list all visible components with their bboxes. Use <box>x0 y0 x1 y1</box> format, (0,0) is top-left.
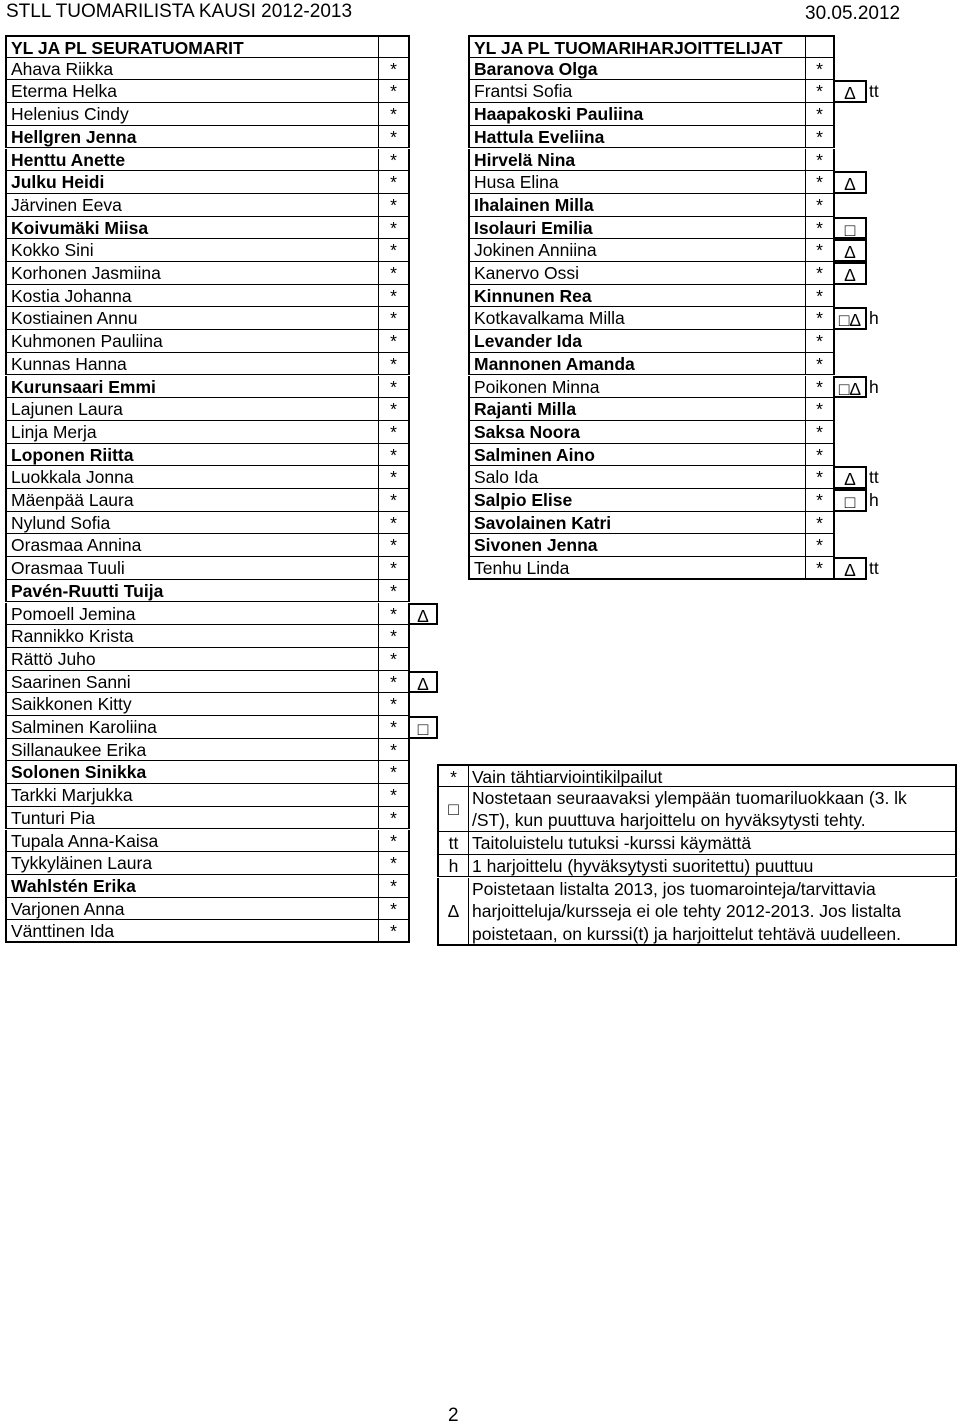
left-star-mark: * <box>378 58 410 81</box>
left-star-mark: * <box>378 149 410 172</box>
left-star-mark: * <box>378 398 410 421</box>
right-trainee-name: Hattula Eveliina <box>468 126 805 149</box>
left-star-mark: * <box>378 625 410 648</box>
right-star-mark: * <box>805 307 835 330</box>
left-referee-name: Varjonen Anna <box>5 898 378 921</box>
right-star-mark: * <box>805 58 835 81</box>
right-trainee-name: Husa Elina <box>468 171 805 194</box>
table-row <box>0 171 960 194</box>
left-referee-name: Ahava Riikka <box>5 58 378 81</box>
table-row <box>0 648 960 671</box>
legend-row <box>437 878 957 946</box>
left-star-mark: * <box>378 875 410 898</box>
right-star-mark: * <box>805 103 835 126</box>
legend-symbol: □ <box>448 799 459 820</box>
legend-symbol: tt <box>448 833 459 854</box>
status-note: tt <box>869 467 879 488</box>
left-referee-name: Julku Heidi <box>5 171 378 194</box>
left-star-mark: * <box>378 262 410 285</box>
table-row <box>0 376 960 399</box>
legend-description-line: Vain tähtiarviointikilpailut <box>472 767 663 787</box>
left-star-mark: * <box>378 920 410 943</box>
left-referee-name: Kuhmonen Pauliina <box>5 330 378 353</box>
left-referee-name: Hellgren Jenna <box>5 126 378 149</box>
left-referee-name: Henttu Anette <box>5 149 378 172</box>
legend-symbol-cell <box>437 832 469 855</box>
left-star-mark: * <box>378 671 410 694</box>
legend-description <box>469 855 957 878</box>
legend-row <box>437 832 957 855</box>
left-referee-name: Linja Merja <box>5 421 378 444</box>
left-referee-name: Kostiainen Annu <box>5 307 378 330</box>
left-star-mark: * <box>378 716 410 739</box>
table-row <box>0 603 960 626</box>
left-referee-name: Wahlstén Erika <box>5 875 378 898</box>
right-trainee-name: Poikonen Minna <box>468 376 805 399</box>
right-trainee-name: Hirvelä Nina <box>468 149 805 172</box>
right-list-header: YL JA PL TUOMARIHARJOITTELIJAT <box>468 35 805 58</box>
triangle-icon: Δ <box>835 239 867 262</box>
left-star-mark: * <box>378 285 410 308</box>
legend-description-line: /ST), kun puuttuva harjoittelu on hyväksytysti tehty. <box>472 810 866 831</box>
left-star-mark: * <box>378 852 410 875</box>
left-star-mark: * <box>378 330 410 353</box>
square-icon: □ <box>835 489 867 512</box>
left-referee-name: Saarinen Sanni <box>5 671 378 694</box>
legend-description-line: Taitoluistelu tutuksi -kurssi käymättä <box>472 833 752 854</box>
left-list-header: YL JA PL SEURATUOMARIT <box>5 35 378 58</box>
table-row <box>0 330 960 353</box>
left-star-mark: * <box>378 353 410 376</box>
right-trainee-name: Kotkavalkama Milla <box>468 307 805 330</box>
left-star-mark: * <box>378 466 410 489</box>
left-referee-name: Tunturi Pia <box>5 807 378 830</box>
right-star-mark: * <box>805 398 835 421</box>
table-row <box>0 126 960 149</box>
table-row <box>0 671 960 694</box>
table-row <box>0 285 960 308</box>
table-row <box>0 307 960 330</box>
legend-symbol-cell <box>437 787 469 832</box>
page-number: 2 <box>448 1405 459 1426</box>
right-star-mark: * <box>805 489 835 512</box>
status-note: h <box>869 376 879 397</box>
right-star-mark: * <box>805 512 835 535</box>
right-trainee-name: Salpio Elise <box>468 489 805 512</box>
status-note: tt <box>869 558 879 579</box>
left-star-mark: * <box>378 830 410 853</box>
table-row <box>0 534 960 557</box>
status-note: tt <box>869 81 879 102</box>
legend-description-line: Poistetaan listalta 2013, jos tuomarointeja/tarvittavia <box>472 878 876 899</box>
left-referee-name: Kokko Sini <box>5 239 378 262</box>
left-referee-name: Pomoell Jemina <box>5 603 378 626</box>
legend-description <box>469 787 957 832</box>
legend-row <box>437 764 957 787</box>
right-trainee-name: Tenhu Linda <box>468 557 805 580</box>
triangle-icon: Δ <box>835 171 867 194</box>
left-star-mark: * <box>378 761 410 784</box>
left-star-mark: * <box>378 807 410 830</box>
left-referee-name: Rannikko Krista <box>5 625 378 648</box>
table-row <box>0 194 960 217</box>
table-row <box>0 466 960 489</box>
right-trainee-name: Levander Ida <box>468 330 805 353</box>
left-referee-name: Kostia Johanna <box>5 285 378 308</box>
left-referee-name: Sillanaukee Erika <box>5 739 378 762</box>
left-referee-name: Tupala Anna-Kaisa <box>5 830 378 853</box>
left-star-mark: * <box>378 217 410 240</box>
triangle-icon: Δ <box>835 466 867 489</box>
table-row <box>0 580 960 603</box>
left-star-mark: * <box>378 784 410 807</box>
right-star-mark: * <box>805 149 835 172</box>
left-star-mark: * <box>378 376 410 399</box>
left-referee-name: Salminen Karoliina <box>5 716 378 739</box>
right-star-mark: * <box>805 330 835 353</box>
left-star-mark: * <box>378 580 410 603</box>
left-referee-name: Mäenpää Laura <box>5 489 378 512</box>
table-row <box>0 353 960 376</box>
right-star-mark: * <box>805 376 835 399</box>
header-row <box>0 35 960 58</box>
left-star-mark: * <box>378 171 410 194</box>
table-row <box>0 693 960 716</box>
right-trainee-name: Ihalainen Milla <box>468 194 805 217</box>
right-trainee-name: Saksa Noora <box>468 421 805 444</box>
left-star-mark: * <box>378 739 410 762</box>
right-header-star-cell <box>805 35 835 58</box>
left-star-mark: * <box>378 898 410 921</box>
left-referee-name: Orasmaa Annina <box>5 534 378 557</box>
left-star-mark: * <box>378 534 410 557</box>
square-triangle-icon: □Δ <box>835 307 867 330</box>
left-star-mark: * <box>378 489 410 512</box>
left-referee-name: Lajunen Laura <box>5 398 378 421</box>
legend-symbol-cell <box>437 764 469 787</box>
document-date: 30.05.2012 <box>805 3 901 24</box>
legend-description-line: Nostetaan seuraavaksi ylempään tuomariluokkaan (3. lk <box>472 787 907 808</box>
right-trainee-name: Salo Ida <box>468 466 805 489</box>
left-referee-name: Solonen Sinikka <box>5 761 378 784</box>
right-trainee-name: Rajanti Milla <box>468 398 805 421</box>
legend-symbol-cell <box>437 878 469 946</box>
left-referee-name: Rättö Juho <box>5 648 378 671</box>
table-row <box>0 557 960 580</box>
legend-symbol: Δ <box>447 901 460 922</box>
left-header-star-cell <box>378 35 410 58</box>
left-referee-name: Loponen Riitta <box>5 444 378 467</box>
left-referee-name: Vänttinen Ida <box>5 920 378 943</box>
legend-description <box>469 764 957 787</box>
left-referee-name: Nylund Sofia <box>5 512 378 535</box>
left-star-mark: * <box>378 557 410 580</box>
table-row <box>0 239 960 262</box>
table-row <box>0 512 960 535</box>
right-star-mark: * <box>805 80 835 103</box>
right-trainee-name: Savolainen Katri <box>468 512 805 535</box>
right-star-mark: * <box>805 194 835 217</box>
legend-description-line: poistetaan, on kurssi(t) ja harjoittelut tehtävä uudelleen. <box>472 923 902 944</box>
triangle-icon: Δ <box>410 671 438 694</box>
square-icon: □ <box>410 716 438 739</box>
right-star-mark: * <box>805 126 835 149</box>
right-trainee-name: Baranova Olga <box>468 58 805 81</box>
legend-row <box>437 855 957 878</box>
table-row <box>0 103 960 126</box>
right-star-mark: * <box>805 239 835 262</box>
status-note: h <box>869 308 879 329</box>
right-star-mark: * <box>805 534 835 557</box>
legend-description-line: 1 harjoittelu (hyväksytysti suoritettu) puuttuu <box>472 855 814 876</box>
table-row <box>0 262 960 285</box>
triangle-icon: Δ <box>410 603 438 626</box>
left-referee-name: Tykkyläinen Laura <box>5 852 378 875</box>
right-trainee-name: Isolauri Emilia <box>468 217 805 240</box>
left-star-mark: * <box>378 80 410 103</box>
left-referee-name: Korhonen Jasmiina <box>5 262 378 285</box>
table-row <box>0 716 960 739</box>
right-trainee-name: Jokinen Anniina <box>468 239 805 262</box>
left-star-mark: * <box>378 444 410 467</box>
legend-symbol-cell <box>437 855 469 878</box>
left-star-mark: * <box>378 103 410 126</box>
right-trainee-name: Kinnunen Rea <box>468 285 805 308</box>
left-star-mark: * <box>378 307 410 330</box>
left-star-mark: * <box>378 648 410 671</box>
table-row <box>0 444 960 467</box>
left-referee-name: Kurunsaari Emmi <box>5 376 378 399</box>
right-star-mark: * <box>805 466 835 489</box>
right-star-mark: * <box>805 285 835 308</box>
triangle-icon: Δ <box>835 80 867 103</box>
status-note: h <box>869 490 879 510</box>
triangle-icon: Δ <box>835 262 867 285</box>
right-trainee-name: Kanervo Ossi <box>468 262 805 285</box>
right-trainee-name: Sivonen Jenna <box>468 534 805 557</box>
right-trainee-name: Mannonen Amanda <box>468 353 805 376</box>
table-row <box>0 398 960 421</box>
table-row <box>0 421 960 444</box>
table-row <box>0 58 960 81</box>
table-row <box>0 489 960 512</box>
table-row <box>0 80 960 103</box>
left-referee-name: Luokkala Jonna <box>5 466 378 489</box>
right-star-mark: * <box>805 171 835 194</box>
table-row <box>0 739 960 762</box>
left-star-mark: * <box>378 126 410 149</box>
table-row <box>0 217 960 240</box>
document-title: STLL TUOMARILISTA KAUSI 2012-2013 <box>6 1 353 22</box>
left-star-mark: * <box>378 421 410 444</box>
left-star-mark: * <box>378 194 410 217</box>
legend-symbol: h <box>448 855 459 876</box>
right-trainee-name: Salminen Aino <box>468 444 805 467</box>
left-referee-name: Koivumäki Miisa <box>5 217 378 240</box>
left-star-mark: * <box>378 512 410 535</box>
left-star-mark: * <box>378 239 410 262</box>
table-row <box>0 149 960 172</box>
right-star-mark: * <box>805 353 835 376</box>
left-star-mark: * <box>378 693 410 716</box>
right-trainee-name: Frantsi Sofia <box>468 80 805 103</box>
triangle-icon: Δ <box>835 557 867 580</box>
right-star-mark: * <box>805 557 835 580</box>
right-star-mark: * <box>805 421 835 444</box>
left-star-mark: * <box>378 603 410 626</box>
table-row <box>0 625 960 648</box>
square-icon: □ <box>835 217 867 240</box>
legend-description <box>469 878 957 946</box>
square-triangle-icon: □Δ <box>835 376 867 399</box>
legend-row <box>437 787 957 832</box>
legend-description-line: harjoitteluja/kursseja ei ole tehty 2012-2013. Jos listalta <box>472 901 901 922</box>
left-referee-name: Pavén-Ruutti Tuija <box>5 580 378 603</box>
left-referee-name: Tarkki Marjukka <box>5 784 378 807</box>
left-referee-name: Järvinen Eeva <box>5 194 378 217</box>
left-referee-name: Saikkonen Kitty <box>5 693 378 716</box>
legend-description <box>469 832 957 855</box>
left-referee-name: Eterma Helka <box>5 80 378 103</box>
left-referee-name: Kunnas Hanna <box>5 353 378 376</box>
right-trainee-name: Haapakoski Pauliina <box>468 103 805 126</box>
legend-symbol: * <box>450 767 457 787</box>
left-referee-name: Helenius Cindy <box>5 103 378 126</box>
right-star-mark: * <box>805 262 835 285</box>
right-star-mark: * <box>805 217 835 240</box>
right-star-mark: * <box>805 444 835 467</box>
left-referee-name: Orasmaa Tuuli <box>5 557 378 580</box>
